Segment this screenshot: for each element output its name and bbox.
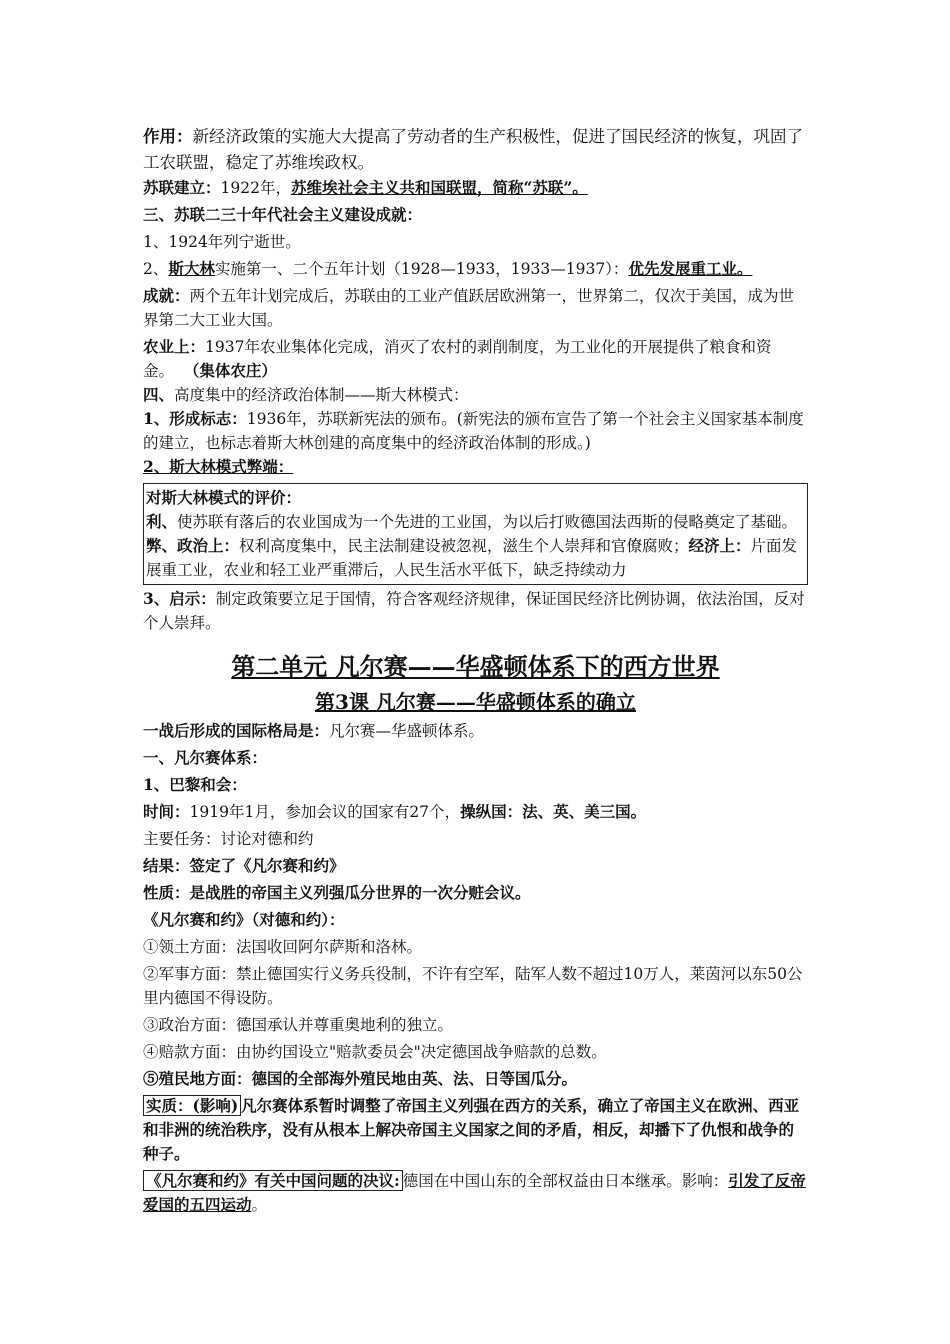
- evaluation-box: [143, 483, 808, 585]
- flaw-heading: 2、斯大林模式弊端：: [143, 457, 294, 476]
- evaluation-title: 对斯大林模式的评价：: [146, 488, 302, 507]
- china-paragraph: [143, 1169, 808, 1217]
- item-five-year-plan: [143, 257, 808, 281]
- evaluation-pro: [146, 510, 805, 534]
- task-paragraph: 主要任务：讨论对德和约: [143, 830, 314, 848]
- con-econ-label: 经济上：: [688, 536, 751, 555]
- pattern-paragraph: [143, 719, 808, 743]
- con-politics: 权利高度集中，民主法制建设被忽视，滋生个人崇拜和官僚腐败；: [239, 537, 689, 555]
- treaty-item-colonies: ⑤殖民地方面：德国的全部海外殖民地由英、法、日等国瓜分。: [143, 1069, 578, 1088]
- item-1924: 1、1924年列宁逝世。: [143, 233, 301, 251]
- lesson-text: 制定政策要立足于国情，符合客观经济规律，保证国民经济比例协调，依法治国，反对个人崇拜。: [143, 590, 805, 632]
- paris-conference-heading: 1、巴黎和会：: [143, 775, 247, 794]
- china-impact: 引发了反帝爱国的五四运动: [143, 1171, 806, 1214]
- achievement-label: 成就：: [143, 286, 190, 305]
- stalin-name: 斯大林: [168, 259, 215, 278]
- lesson-title: 第3课 凡尔赛——华盛顿体系的确立: [315, 690, 636, 714]
- time-paragraph: [143, 800, 808, 824]
- achievement-text: 两个五年计划完成后，苏联由的工业产值跃居欧洲第一，世界第二，仅次于美国，成为世界第二大工业大国。: [143, 287, 795, 329]
- pattern-label: 一战后形成的国际格局是：: [143, 721, 330, 740]
- effect-label: 作用：: [143, 127, 193, 146]
- time-text: 1919年1月，参加会议的国家有27个，: [189, 803, 461, 821]
- agriculture-label: 农业上：: [143, 337, 206, 356]
- heading-three: 三、苏联二三十年代社会主义建设成就：: [143, 205, 423, 224]
- essence-label: 实质：(影响): [143, 1095, 241, 1116]
- effect-paragraph: [143, 124, 808, 176]
- con-label: 弊、政治上：: [146, 536, 240, 555]
- nature-paragraph: 性质：是战胜的帝国主义列强瓜分世界的一次分赃会议。: [143, 883, 531, 902]
- formation-paragraph: [143, 407, 808, 455]
- china-text: 德国在中国山东的全部权益由日本继承。影响：: [402, 1172, 729, 1190]
- pattern-text: 凡尔赛—华盛顿体系。: [329, 722, 485, 740]
- formation-label: 1、形成标志：: [143, 409, 247, 428]
- ussr-label: 苏联建立：: [143, 178, 221, 197]
- formation-text: 1936年，苏联新宪法的颁布。(新宪法的颁布宣告了第一个社会主义国家基本制度的建立，也标志着斯大林创建的高度集中的经济政治体制的形成。): [143, 410, 804, 452]
- treaty-item-reparations: ④赔款方面：由协约国设立"赔款委员会"决定德国战争赔款的总数。: [143, 1043, 607, 1061]
- essence-paragraph: [143, 1094, 808, 1166]
- result-paragraph: 结果：签定了《凡尔赛和约》: [143, 856, 345, 875]
- time-label: 时间：: [143, 802, 190, 821]
- versailles-heading: 一、凡尔赛体系：: [143, 748, 268, 767]
- pro-text: 使苏联有落后的农业国成为一个先进的工业国，为以后打败德国法西斯的侵略奠定了基础。: [177, 513, 798, 531]
- evaluation-con: [146, 534, 805, 582]
- item2-mid: 实施第一、二个五年计划（1928—1933，1933—1937）：: [214, 260, 629, 278]
- lesson-paragraph: [143, 587, 808, 635]
- agriculture-text: 1937年农业集体化完成，消灭了农村的剥削制度，为工业化的开展提供了粮食和资金。: [143, 338, 772, 380]
- treaty-item-military: ②军事方面：禁止德国实行义务兵役制，不许有空军，陆军人数不超过10万人，莱茵河以东50公里内德国不得设防。: [143, 965, 803, 1007]
- heading-four: [143, 383, 808, 407]
- heading-four-text: 高度集中的经济政治体制——斯大林模式：: [174, 386, 469, 404]
- achievement-paragraph: [143, 284, 808, 332]
- agriculture-note: （集体农庄）: [183, 361, 277, 380]
- item2-key: 优先发展重工业。: [628, 259, 753, 278]
- china-label: 《凡尔赛和约》有关中国问题的决议:: [143, 1170, 403, 1191]
- pro-label: 利、: [146, 512, 178, 531]
- ussr-year: 1922年，: [220, 179, 291, 197]
- china-end: 。: [251, 1196, 268, 1214]
- unit-title: 第二单元 凡尔赛——华盛顿体系下的西方世界: [231, 652, 720, 681]
- treaty-item-territory: ①领土方面：法国收回阿尔萨斯和洛林。: [143, 938, 423, 956]
- time-bold: 操纵国：法、英、美三国。: [460, 802, 647, 821]
- agriculture-paragraph: [143, 335, 808, 383]
- treaty-item-politics: ③政治方面：德国承认并尊重奥地利的独立。: [143, 1016, 454, 1034]
- con-econ: 片面发展重工业，农业和轻工业严重滞后，人民生活水平低下，缺乏持续动力: [146, 537, 798, 579]
- lesson-label: 3、启示：: [143, 589, 216, 608]
- ussr-text: 苏维埃社会主义共和国联盟，简称“苏联”。: [290, 178, 588, 197]
- document-page: [143, 124, 808, 1217]
- essence-text: 凡尔赛体系暂时调整了帝国主义列强在西方的关系，确立了帝国主义在欧洲、西亚和非洲的统治秩序，没有从根本上解决帝国主义国家之间的矛盾，相反，却播下了仇恨和战争的种子。: [143, 1096, 800, 1163]
- effect-text: 新经济政策的实施大大提高了劳动者的生产积极性，促进了国民经济的恢复，巩固了工农联盟，稳定了苏维埃政权。: [143, 127, 803, 172]
- heading-four-number: 四、: [143, 385, 175, 404]
- treaty-heading: 《凡尔赛和约》（对德和约）：: [143, 910, 345, 929]
- ussr-paragraph: [143, 176, 808, 200]
- item2-prefix: 2、: [143, 260, 169, 278]
